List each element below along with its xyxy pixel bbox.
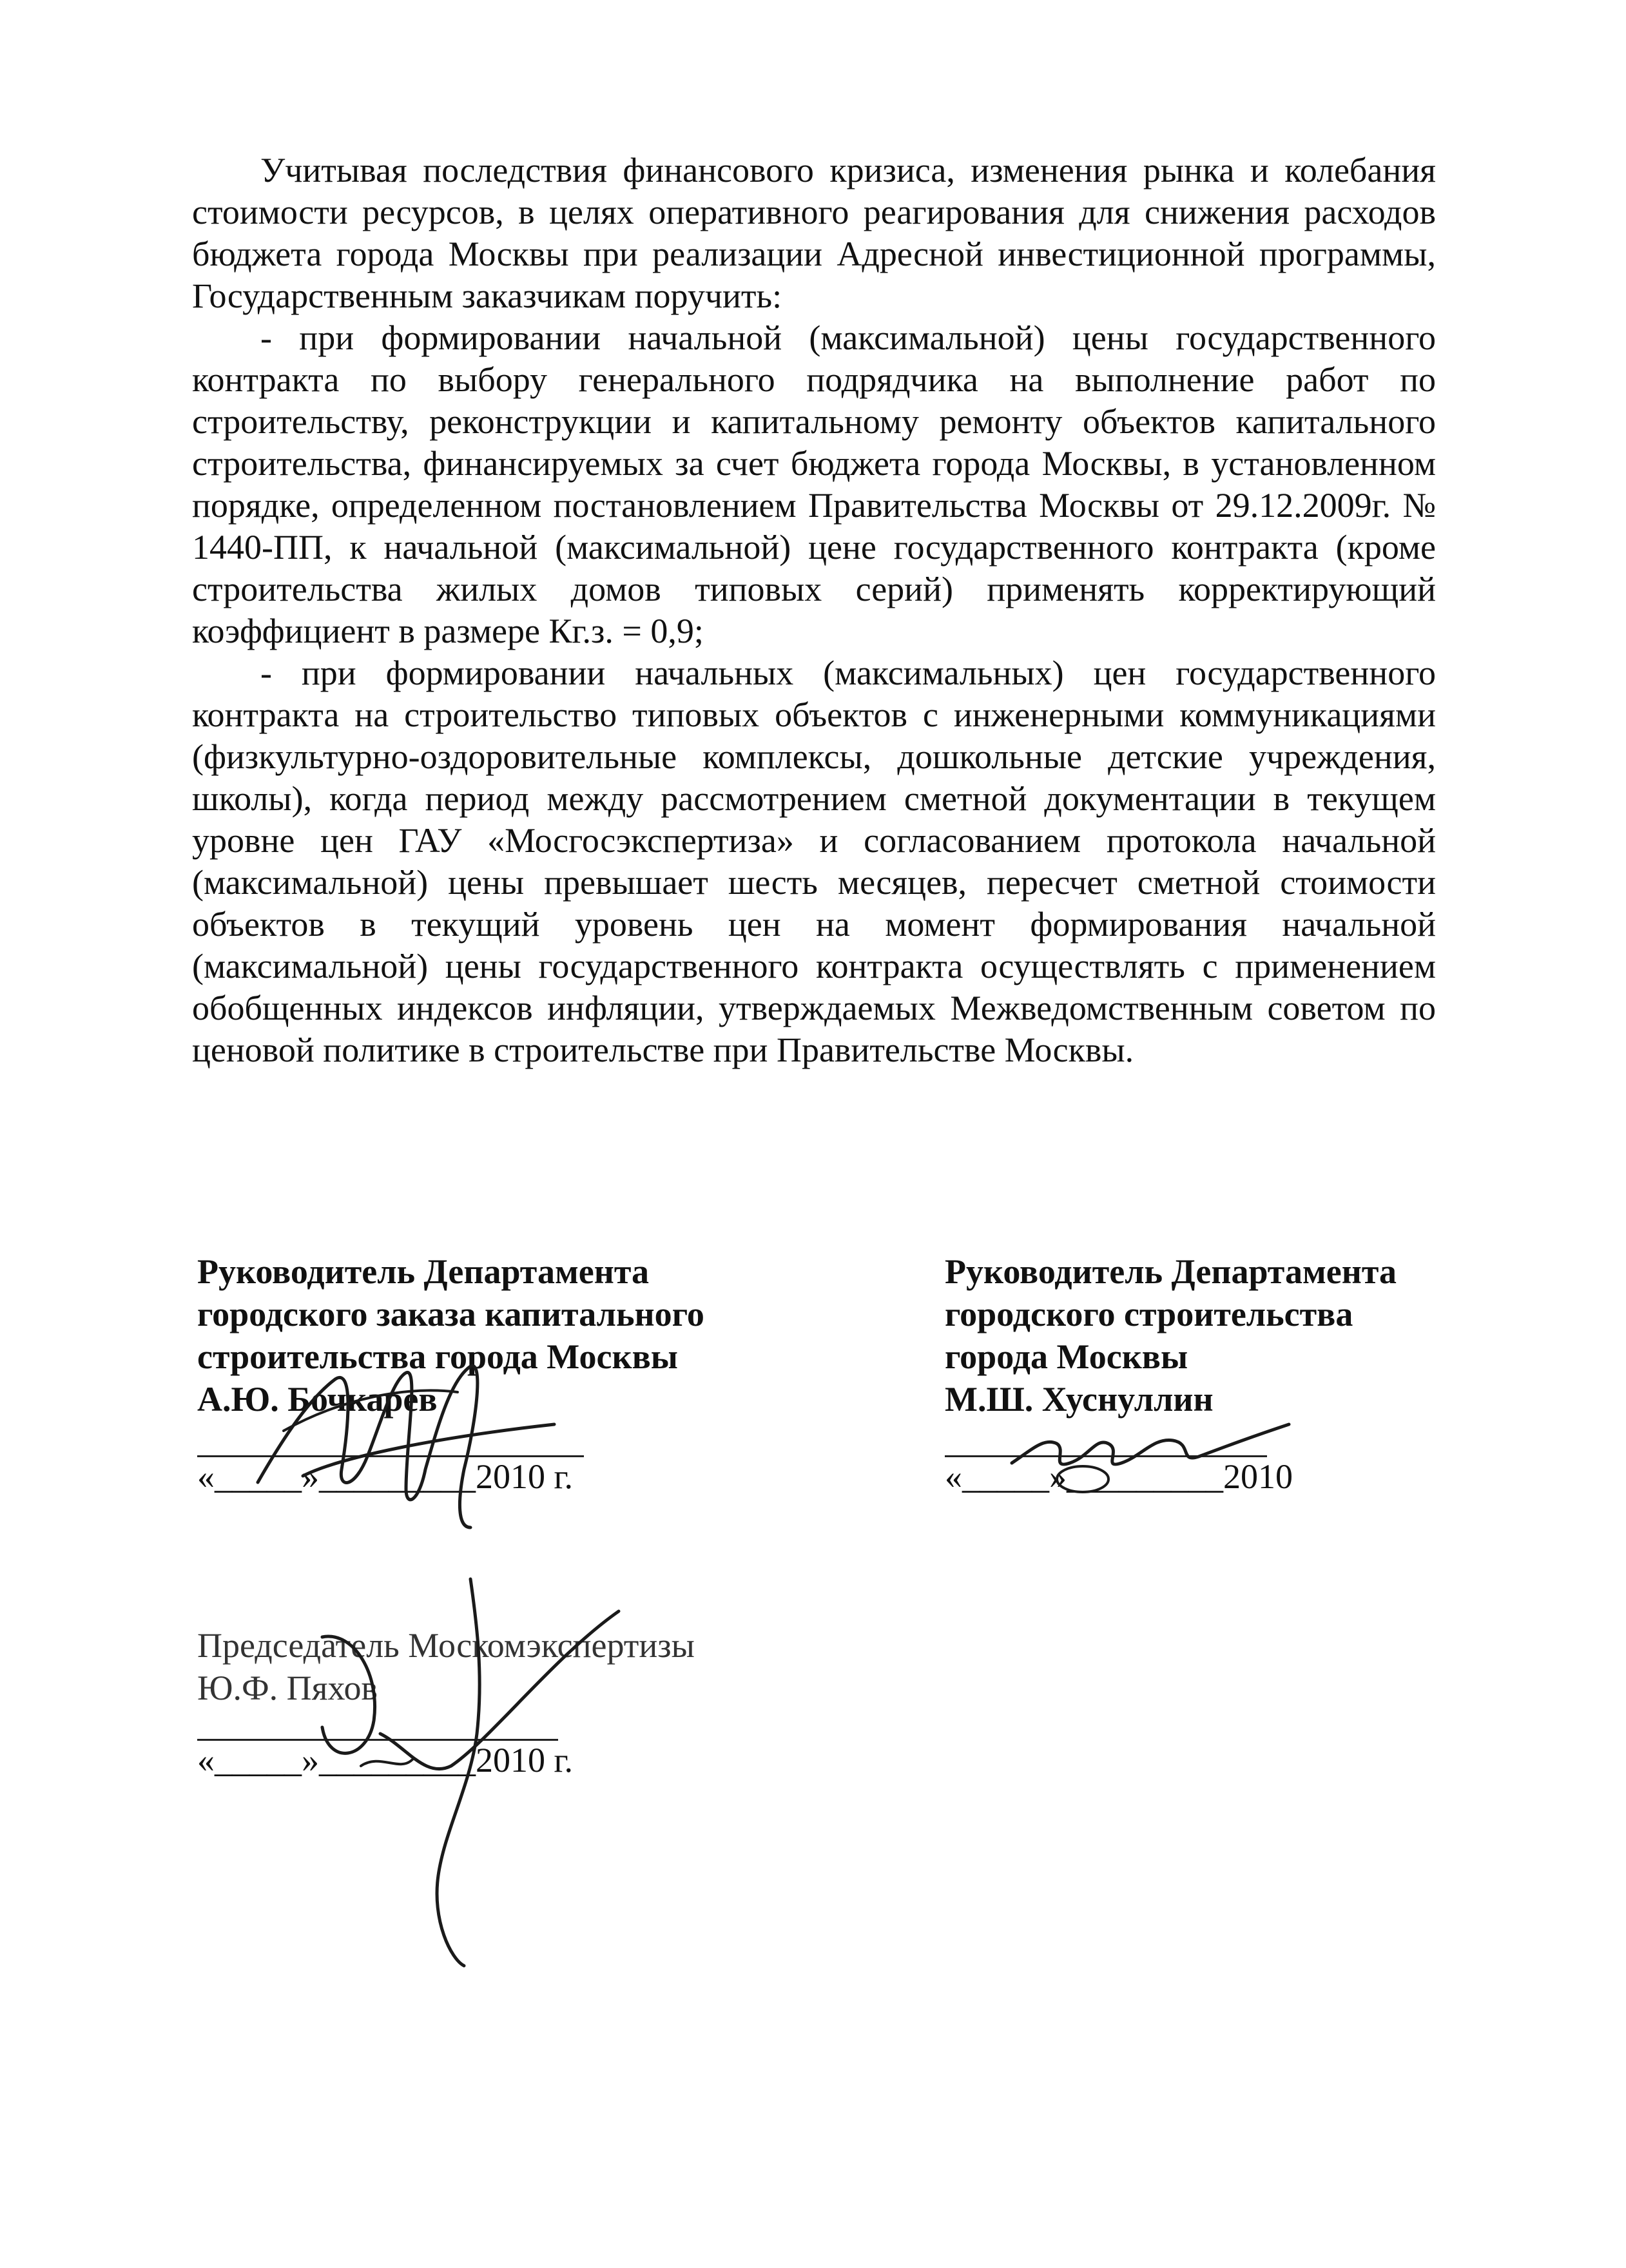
signature-bottom-name: Ю.Ф. Пяхов bbox=[197, 1669, 378, 1707]
paragraph-intro: Учитывая последствия финансового кризиса, изменения рынка и колебания стоимости ресурсов, в целях оперативного реагирования для снижения расходов бюджета города Москвы при реализации Адресной инвестиционной программы, Государственным заказчикам поручить: bbox=[192, 151, 1436, 315]
signature-left-name: А.Ю. Бочкарев bbox=[197, 1380, 438, 1419]
signature-left-title-1: Руководитель Департамента bbox=[197, 1252, 649, 1291]
paragraph-item-1: - при формировании начальной (максимальной) цены государственного контракта по выбору генерального подрядчика на выполнение работ по строительству, реконструкции и капитальному ремонту объектов капитального строительства, финансируемых за счет бюджета города Москвы, в установленном порядке, определенном постановлением Правительства Москвы от 29.12.2009г. № 1440-ПП, к начальной (максимальной) цене государственного контракта (кроме строительства жилых домов типовых серий) применять корректирующий коэффициент в размере Кг.з. = 0,9; bbox=[192, 318, 1436, 650]
signature-left-title-3: строительства города Москвы bbox=[197, 1337, 678, 1376]
handwritten-signature-left bbox=[245, 1341, 580, 1534]
signature-left-title-2: городского заказа капитального bbox=[197, 1295, 704, 1333]
signature-bottom-date: «_____»_________2010 г. bbox=[197, 1741, 574, 1779]
signature-bottom-title: Председатель Москомэкспертизы bbox=[197, 1626, 695, 1665]
signature-right-name: М.Ш. Хуснуллин bbox=[945, 1380, 1214, 1419]
handwritten-signature-bottom bbox=[284, 1573, 644, 1972]
signature-block-right bbox=[945, 1250, 1397, 1420]
signature-right-title-3: города Москвы bbox=[945, 1337, 1188, 1376]
signature-left-date: «_____»_________2010 г. bbox=[197, 1457, 574, 1496]
signature-right-title-2: городского строительства bbox=[945, 1295, 1353, 1333]
handwritten-signature-right bbox=[1005, 1411, 1302, 1502]
paragraph-item-2: - при формировании начальных (максимальных) цен государственного контракта на строительство типовых объектов с инженерными коммуникациями (физкультурно-оздоровительные комплексы, дошкольные детские учреждения, школы), когда период между рассмотрением сметной документации в текущем уровне цен ГАУ «Мосгосэкспертиза» и согласованием протокола начальной (максимальной) цены превышает шесть месяцев, пересчет сметной стоимости объектов в текущий уровень цен на момент формирования начальной (максимальной) цены государственного контракта осуществлять с применением обобщенных индексов инфляции, утверждаемых Межведомственным советом по ценовой политике в строительстве при Правительстве Москвы. bbox=[192, 654, 1436, 1069]
signature-right-title-1: Руководитель Департамента bbox=[945, 1252, 1397, 1291]
document-body bbox=[192, 150, 1436, 1071]
signature-right-date: «_____»_________2010 bbox=[945, 1457, 1293, 1496]
